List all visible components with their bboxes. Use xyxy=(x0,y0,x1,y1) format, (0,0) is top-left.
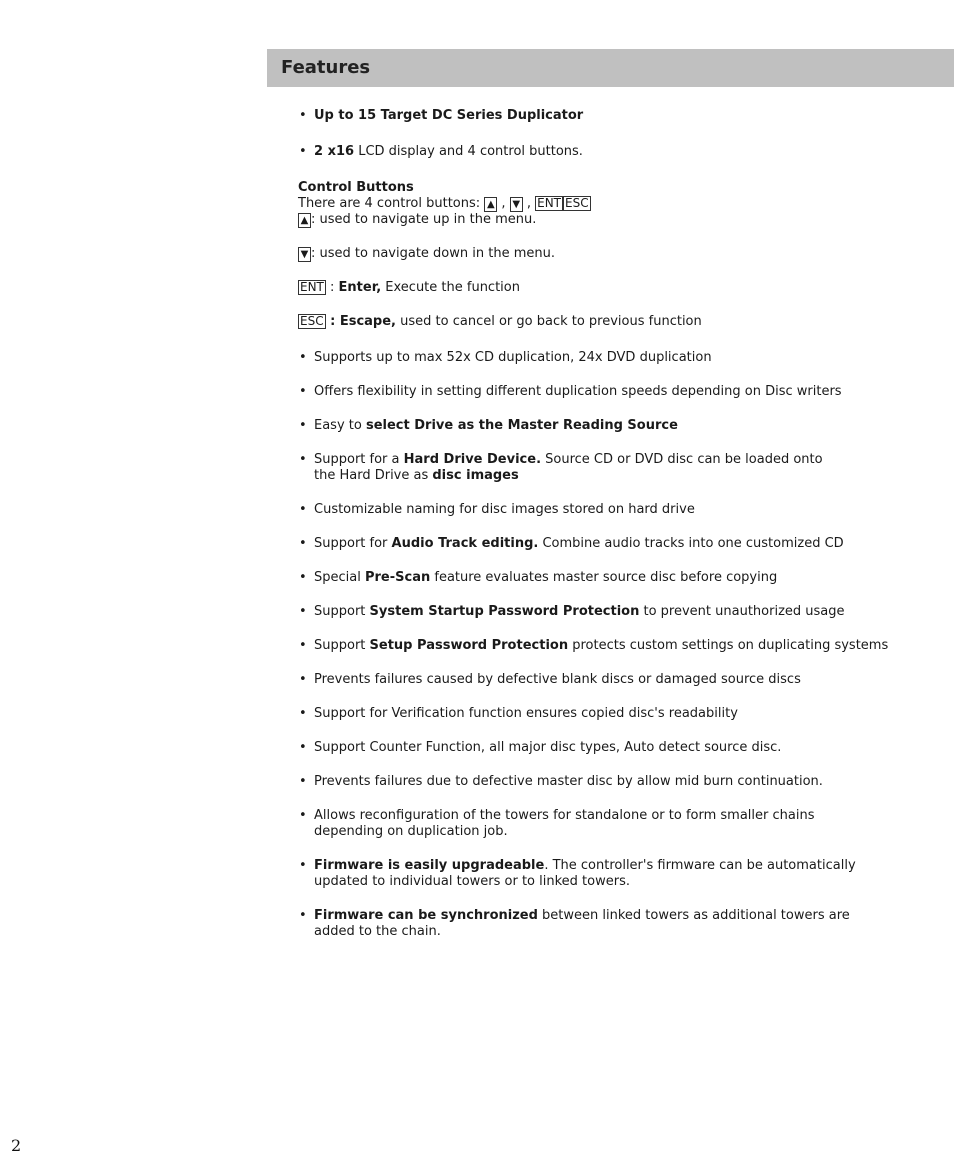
feature-text: feature evaluates master source disc before copying xyxy=(430,570,778,585)
separator: , xyxy=(522,196,536,211)
list-item xyxy=(298,774,938,790)
ent-prefix: : xyxy=(325,280,339,295)
feature-text: Support xyxy=(314,638,370,653)
bullet: • xyxy=(299,672,307,687)
bullet: • xyxy=(299,452,307,467)
ent-bold: Enter, xyxy=(338,280,382,295)
feature-text: Offers flexibility in setting different duplication speeds depending on Disc writers xyxy=(314,384,842,399)
feature-text: updated to individual towers or to linked towers. xyxy=(314,874,630,889)
esc-description: used to cancel or go back to previous function xyxy=(396,314,702,329)
control-buttons-intro-line xyxy=(298,196,938,212)
feature-bold: Setup Password Protection xyxy=(369,638,569,653)
down-description: : used to navigate down in the menu. xyxy=(311,246,555,261)
feature-bold: System Startup Password Protection xyxy=(369,604,640,619)
ent-description-line xyxy=(298,280,938,296)
feature-text: protects custom settings on duplicating systems xyxy=(568,638,889,653)
list-item xyxy=(298,452,938,484)
feature-text: Prevents failures caused by defective blank discs or damaged source discs xyxy=(314,672,801,687)
feature-bold: select Drive as the Master Reading Source xyxy=(365,418,678,433)
intro-text: There are 4 control buttons: xyxy=(298,196,485,211)
bullet: • xyxy=(299,108,307,123)
up-arrow-key-icon: ▲ xyxy=(484,197,497,212)
feature-text: to prevent unauthorized usage xyxy=(639,604,845,619)
feature-text: the Hard Drive as xyxy=(314,468,433,483)
list-item xyxy=(298,350,938,366)
esc-key-icon: ESC xyxy=(300,314,324,328)
list-item xyxy=(298,808,938,840)
feature-text: Support Counter Function, all major disc types, Auto detect source disc. xyxy=(314,740,782,755)
list-item xyxy=(298,144,938,160)
bullet: • xyxy=(299,570,307,585)
feature-bold: Firmware can be synchronized xyxy=(314,908,538,923)
feature-bold: Firmware is easily upgradeable xyxy=(314,858,545,873)
up-arrow-key-icon: ▲ xyxy=(298,213,311,228)
list-item xyxy=(298,706,938,722)
list-item xyxy=(298,672,938,688)
bullet: • xyxy=(299,908,307,923)
feature-text: Combine audio tracks into one customized CD xyxy=(538,536,844,551)
list-item xyxy=(298,740,938,756)
feature-text: Supports up to max 52x CD duplication, 24x DVD duplication xyxy=(314,350,712,365)
list-item xyxy=(298,502,938,518)
list-item xyxy=(298,858,938,890)
up-description: : used to navigate up in the menu. xyxy=(311,212,537,227)
feature-text: Support for xyxy=(314,536,392,551)
down-description-line xyxy=(298,246,938,262)
ent-key-icon: ENT xyxy=(300,280,324,294)
list-item xyxy=(298,418,938,434)
bullet: • xyxy=(299,536,307,551)
feature-text: Easy to xyxy=(314,418,366,433)
bullet: • xyxy=(299,858,307,873)
feature-text: . The controller's firmware can be automatically xyxy=(544,858,856,873)
esc-key-icon: ESC xyxy=(565,196,589,210)
feature-text: Support for Verification function ensures copied disc's readability xyxy=(314,706,738,721)
feature-text: Support for a xyxy=(314,452,404,467)
bullet: • xyxy=(299,384,307,399)
list-item xyxy=(298,638,938,654)
bullet: • xyxy=(299,808,307,823)
feature-bold: Hard Drive Device. xyxy=(403,452,542,467)
feature-bold: disc images xyxy=(432,468,519,483)
feature-text: Allows reconfiguration of the towers for standalone or to form smaller chains xyxy=(314,808,815,823)
feature-text: between linked towers as additional towers are xyxy=(537,908,850,923)
bullet: • xyxy=(299,418,307,433)
bullet: • xyxy=(299,706,307,721)
feature-text: Prevents failures due to defective master disc by allow mid burn continuation. xyxy=(314,774,823,789)
bullet: • xyxy=(299,638,307,653)
down-arrow-key-icon: ▼ xyxy=(510,197,523,212)
feature-bold: Pre-Scan xyxy=(364,570,431,585)
feature-text: added to the chain. xyxy=(314,924,441,939)
list-item xyxy=(298,908,938,940)
feature-bold: 2 x16 xyxy=(314,144,355,159)
list-item xyxy=(298,604,938,620)
list-item xyxy=(298,108,938,124)
feature-text: Special xyxy=(314,570,365,585)
bullet: • xyxy=(299,604,307,619)
bullet: • xyxy=(299,740,307,755)
feature-bold: Up to 15 Target DC Series Duplicator xyxy=(314,108,584,123)
esc-bold: : Escape, xyxy=(325,314,396,329)
list-item xyxy=(298,570,938,586)
section-title: Features xyxy=(281,57,371,78)
list-item xyxy=(298,384,938,400)
control-buttons-section xyxy=(298,180,938,330)
feature-text: Source CD or DVD disc can be loaded onto xyxy=(541,452,823,467)
features-content xyxy=(298,108,938,958)
bullet: • xyxy=(299,144,307,159)
feature-text: Support xyxy=(314,604,370,619)
down-arrow-key-icon: ▼ xyxy=(298,247,311,262)
separator: , xyxy=(497,196,510,211)
feature-bold: Audio Track editing. xyxy=(391,536,539,551)
page-number: 2 xyxy=(11,1136,22,1155)
feature-text: Customizable naming for disc images stored on hard drive xyxy=(314,502,695,517)
control-buttons-title: Control Buttons xyxy=(298,180,414,195)
up-description-line xyxy=(298,212,938,228)
ent-key-icon: ENT xyxy=(537,196,561,210)
list-item xyxy=(298,536,938,552)
section-header xyxy=(267,49,954,87)
bullet: • xyxy=(299,350,307,365)
bullet: • xyxy=(299,774,307,789)
esc-description-line xyxy=(298,314,938,330)
feature-text: LCD display and 4 control buttons. xyxy=(354,144,583,159)
feature-text: depending on duplication job. xyxy=(314,824,508,839)
ent-description: Execute the function xyxy=(381,280,520,295)
bullet: • xyxy=(299,502,307,517)
